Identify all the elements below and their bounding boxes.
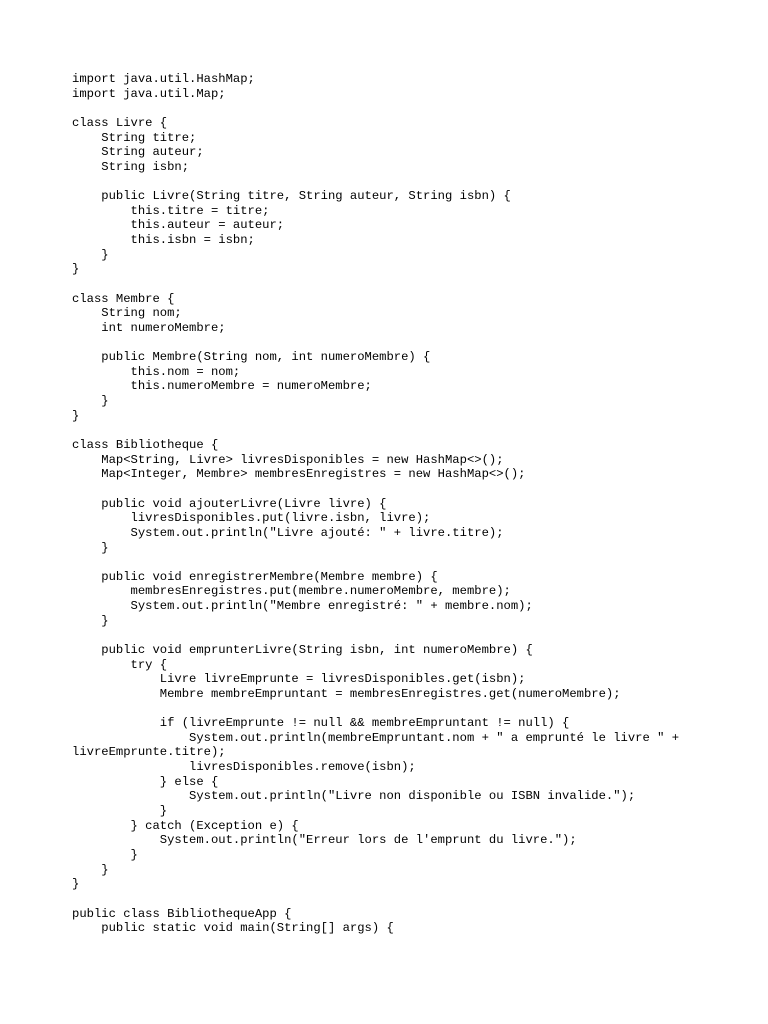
code-line: class Membre { [72,291,175,306]
code-line: } [72,540,109,555]
code-line: class Livre { [72,115,168,130]
code-line: import java.util.Map; [72,86,226,101]
code-line: this.numeroMembre = numeroMembre; [72,379,372,394]
code-line: livresDisponibles.remove(isbn); [72,760,416,775]
code-line [72,336,679,351]
code-line: import java.util.HashMap; [72,72,255,86]
code-line [72,423,679,438]
code-line: } else { [72,774,219,789]
code-line: public void enregistrerMembre(Membre membre) { [72,569,438,584]
code-line [72,555,679,570]
code-line: public void ajouterLivre(Livre livre) { [72,496,387,511]
code-line: this.isbn = isbn; [72,233,255,248]
code-line: System.out.println(membreEmpruntant.nom + " a emprunté le livre " + [72,730,680,745]
code-line: public class BibliothequeApp { [72,906,292,921]
code-line: } [72,877,80,892]
code-line [72,101,679,116]
code-line: public Livre(String titre, String auteur, String isbn) { [72,189,511,204]
code-line: } catch (Exception e) { [72,818,299,833]
code-line: String nom; [72,306,182,321]
code-line: public static void main(String[] args) { [72,921,394,936]
code-line: public Membre(String nom, int numeroMembre) { [72,350,431,365]
code-line: livresDisponibles.put(livre.isbn, livre); [72,511,431,526]
code-line: } [72,247,109,262]
code-line: Livre livreEmprunte = livresDisponibles.get(isbn); [72,672,526,687]
code-line: this.nom = nom; [72,364,241,379]
code-line: this.auteur = auteur; [72,218,285,233]
code-line: livreEmprunte.titre); [72,745,226,760]
code-line [72,482,679,497]
code-line: membresEnregistres.put(membre.numeroMembre, membre); [72,584,511,599]
code-line: } [72,262,80,277]
code-block [72,72,679,965]
code-line [72,702,679,717]
code-line [72,277,679,292]
code-line: } [72,804,168,819]
code-line: try { [72,657,168,672]
code-line: Membre membreEmpruntant = membresEnregistres.get(numeroMembre); [72,686,621,701]
code-line: String isbn; [72,159,190,174]
code-line: Map<Integer, Membre> membresEnregistres = new HashMap<>(); [72,467,526,482]
code-line: System.out.println("Livre non disponible ou ISBN invalide."); [72,789,636,804]
code-line: if (livreEmprunte != null && membreEmpruntant != null) { [72,716,570,731]
code-line [72,628,679,643]
code-line: } [72,613,109,628]
code-line: } [72,862,109,877]
code-line: } [72,408,80,423]
code-line: System.out.println("Erreur lors de l'emprunt du livre."); [72,833,577,848]
code-line: } [72,847,138,862]
code-line: System.out.println("Livre ajouté: " + livre.titre); [72,525,504,540]
code-line: String titre; [72,130,197,145]
code-line: } [72,394,109,409]
code-line: int numeroMembre; [72,320,226,335]
code-line [72,892,679,907]
code-line [72,174,679,189]
code-line: public void emprunterLivre(String isbn, int numeroMembre) { [72,642,533,657]
code-line: String auteur; [72,145,204,160]
code-line: System.out.println("Membre enregistré: " + membre.nom); [72,599,533,614]
code-line: class Bibliotheque { [72,438,219,453]
code-line: Map<String, Livre> livresDisponibles = new HashMap<>(); [72,452,504,467]
code-line: this.titre = titre; [72,203,270,218]
